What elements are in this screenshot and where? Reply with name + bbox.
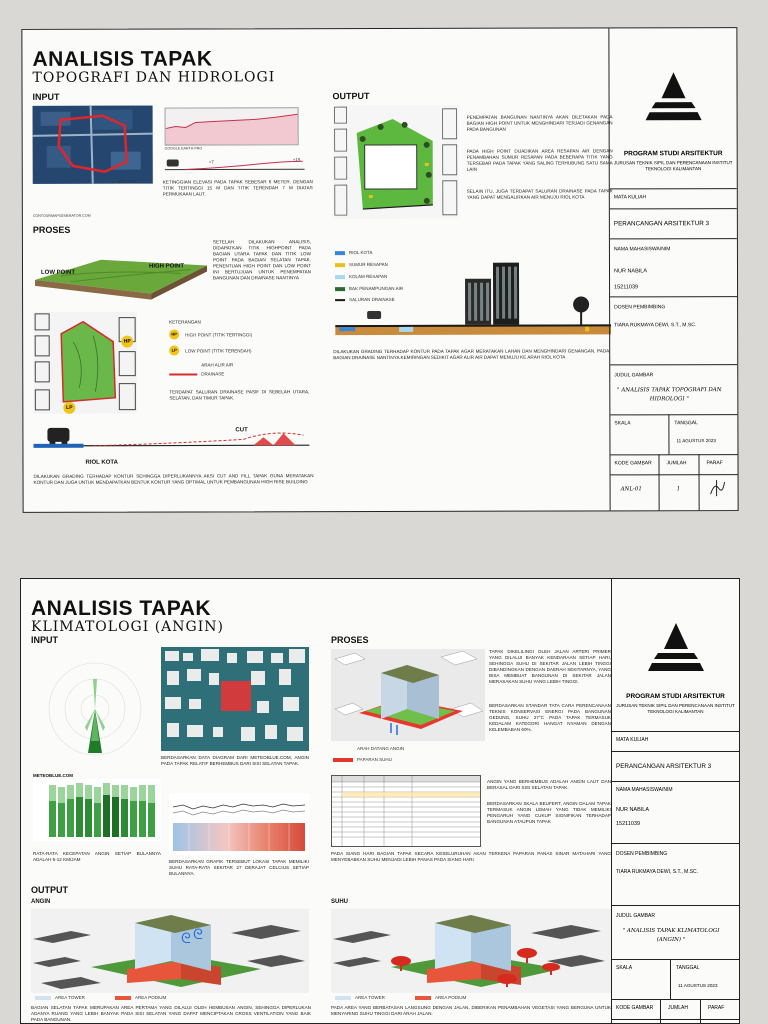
title-block	[608, 28, 737, 510]
proses-3d-image	[331, 649, 485, 741]
suhu-subtitle: SUHU	[331, 899, 349, 905]
google-earth-label: GOOGLE EARTH PRO	[164, 146, 203, 151]
sheet-content	[21, 579, 611, 1023]
legend-bak-label: BAK PENAMPUNGAN AIR	[349, 285, 404, 292]
itk-logo-icon	[648, 619, 704, 675]
wind-speed-chart-image	[33, 779, 161, 841]
area-tower-label: AREA TOWER	[55, 995, 85, 1000]
program-title: PROGRAM STUDI ARSITEKTUR	[623, 150, 723, 158]
program-title: PROGRAM STUDI ARSITEKTUR	[626, 693, 725, 700]
paraf-label: PARAF	[708, 1005, 725, 1011]
angin-subtitle: ANGIN	[31, 899, 51, 905]
area-podium-label: AREA PODIUM	[135, 995, 167, 1000]
legend-riol-label: RIOL KOTA	[348, 250, 373, 256]
speed-description: RATA-RATA KECEPATAN ANGIN SETIAP BULANNYA ADALAH 5-12 KM/JAM	[33, 851, 161, 862]
lp-marker: LP	[63, 402, 75, 414]
proses-text-2: BERDASARKAN STANDAR TATA CARA PERENCANAAN TEKNIS KONSERVASI ENERGI PADA BANGUNAN GEDUNG, SUHU 27°C PADA TAPAK TERMASUK KEDALAM KATEGORI HANGAT NYAMAN DENGAN KELEMBABAN 60%.	[489, 703, 611, 732]
sheet-topografi	[21, 27, 738, 513]
dosen-label: DOSEN PEMBIMBING	[616, 851, 668, 857]
output-site-plan-image	[333, 105, 459, 219]
judul-label: JUDUL GAMBAR	[614, 372, 654, 379]
high-point-label: HIGH POINT	[148, 263, 185, 270]
output-section-image	[335, 240, 611, 341]
sheet-title: ANALISIS TAPAK	[31, 597, 212, 620]
mata-kuliah-value: PERANCANGAN ARSITEKTUR 3	[613, 220, 710, 228]
title-block	[611, 579, 739, 1023]
mata-kuliah-label: MATA KULIAH	[613, 194, 647, 201]
riol-kota-map-label: RIOL KOTA	[117, 179, 137, 184]
siang-description: PADA SIANG HARI BAGIAN TAPAK SECARA KESELURUHAN AKAN TERKENA PAPARAN PANAS SINAR MATAHARI YANG MENYEBABKAN SUHU MENJADI LEBIH PANAS PADA SIANG HARI	[331, 851, 611, 862]
section-proses: PROSES	[32, 224, 71, 235]
elev-right-label: +15	[292, 157, 301, 163]
riol-kota-section-label: RIOL KOTA	[85, 459, 118, 466]
nama-label: NAMA MAHASISWA/NIM	[613, 246, 671, 253]
dosen-label: DOSEN PEMBIMBING	[614, 304, 666, 311]
proses-description: SETELAH DILAKUKAN ANALISIS, DIDAPATKAN TITIK HIGHPOINT PADA BAGIAN UTARA TAPAK DAN TITIK LOW POINT PADA BAGIAN SELATAN TAPAK. PENENTUAN HIGH POINT DAN LOW POINT INI BERTUJUAN UNTUK PENEMPATAN BANGUNAN DAN DRAINASE NANTINYA	[212, 239, 312, 281]
arah-angin-label: ARAH DATANG ANGIN	[357, 746, 405, 751]
output-angin-image	[31, 909, 309, 993]
beaufort-text-1: ANGIN YANG BERHEMBUS ADALAH ANGIN LAUT DAN BERASAL DARI SISI SELATAN TAPAK.	[487, 779, 611, 790]
area-tower-swatch	[35, 996, 51, 1000]
jumlah-label: JUMLAH	[666, 460, 687, 467]
nim-value: 15211039	[616, 821, 641, 827]
area-tower-label-2: AREA TOWER	[355, 995, 385, 1000]
tanggal-label: TANGGAL	[676, 965, 700, 971]
legend-lp-marker: LP	[169, 346, 179, 356]
paraf-signature-icon	[707, 478, 727, 498]
section-input: INPUT	[31, 635, 58, 645]
jumlah-label: JUMLAH	[668, 1005, 689, 1011]
drainase-line-icon	[169, 373, 197, 375]
tanggal-label: TANGGAL	[674, 420, 698, 427]
section-output: OUTPUT	[332, 91, 370, 102]
legend-arah-label: ARAH ALIR AIR	[201, 362, 234, 368]
nama-value: NUR NABILA	[613, 268, 648, 275]
legend-saluran-label: SALURAN DRAINASE	[349, 296, 395, 303]
map-description: BERDASARKAN DATA DIAGRAM DARI METEOBLUE.COM, ANGIN PADA TAPAK RELATIF BERHEMBUS DARI SISI SELATAN TAPAK.	[161, 755, 309, 766]
section-proses: PROSES	[331, 635, 369, 645]
output-text-1: PENEMPATAN BANGUNAN NANTINYA AKAN DILETAKAN PADA BAGIAN HIGH POINT UNTUK MENGHINDARI TERJADI GENANGAN PADA BANGUNAN	[466, 114, 613, 132]
judul-label: JUDUL GAMBAR	[616, 913, 655, 919]
cut-label: CUT	[235, 427, 248, 434]
legend-hp-marker: HP	[169, 330, 179, 340]
sheet-subtitle: TOPOGRAFI DAN HIDROLOGI	[32, 69, 276, 86]
paparan-suhu-swatch	[333, 758, 353, 762]
kode-label: KODE GAMBAR	[614, 460, 652, 467]
jumlah-value: 1	[676, 486, 681, 493]
site-plan-image	[33, 312, 137, 414]
output-angin-description: BAGIAN SELATAN TAPAK MERUPAKAN AREA PERTAMA YANG DILALUI OLEH HEMBUSAN ANGIN, SEHINGGA DIPERLUKAN ADANYA RUANG YANG LEBIH BANYAK PADA SISI SELATAN YANG DAPAT MENCIPTAKAN CROSS VENTILATION YANG BAIK PADA BANGUNAN.	[31, 1005, 311, 1022]
urban-map-image	[161, 647, 309, 751]
area-podium-swatch	[115, 996, 131, 1000]
bottom-description: DILAKUKAN GRADING TERHADAP KONTUR SEHINGGA DIPERLUKANNYA AKSI CUT AND FILL TAPAK GUNA MERATAKAN KONTUR DAN JUGA UNTUK MENDAPATKAN BENTUK KONTUR YANG OPTIMAL UNTUK PEMBANGUNAN HIGH RISE BUILDING	[33, 473, 314, 485]
mata-kuliah-label: MATA KULIAH	[616, 737, 649, 743]
temperature-chart-image	[169, 793, 309, 855]
nim-value: 15211039	[614, 284, 639, 291]
legend-kolam-label: KOLAM RESAPAN	[349, 273, 388, 280]
legend-hp-label: HIGH POINT (TITIK TERTINGGI)	[185, 332, 253, 338]
elev-left-label: +7	[208, 159, 214, 165]
legend-sumur-label: SUMUR RESAPAN	[348, 261, 388, 268]
beaufort-text-2: BERDASARKAN SKALA BEUFERT, ANGIN DALAM TAPAK TERMASUK ANGIN LEMAH YANG TIDAK MEMILIKI PENGARUH YANG CUKUP SIGNIFIKAN TERHADAP BANGUNAN ATAUPUN TAPAK	[487, 801, 611, 824]
keterangan-title: KETERANGAN	[169, 319, 201, 325]
input-description: KETINGGIAN ELEVASI PADA TAPAK SEBESAR 6 METER. DENGAN TITIK TERTINGGI 15 M DAN TITIK TERENDAH 7 M DIATAS PERMUKAAN LAUT.	[162, 179, 313, 197]
mata-kuliah-value: PERANCANGAN ARSITEKTUR 3	[616, 763, 712, 770]
itk-logo-icon	[645, 68, 701, 124]
dosen-value: TIARA RUKMAYA DEWI, S.T., M.SC.	[614, 322, 697, 329]
cut-fill-section-image	[33, 421, 309, 456]
legend-lp-label: LOW POINT (TITIK TERENDAH)	[185, 348, 252, 354]
judul-value: " ANALISIS TAPAK KLIMATOLOGI (ANGIN) "	[622, 928, 720, 943]
arrow-flow-icon	[169, 363, 197, 367]
proses-text-1: TAPAK DIKELILINGI OLEH JALAN ARTERI PRIMER YANG DILALUI BANYAK KENDARAAN SETIAP HARI, SEHINGGA SUHU DI SEKITAR JALAN LEBIH TINGGI DIBANDINGKAN DENGAN DAERAH SEKITARNYA, YANG BISA MEMBUAT BANGUNAN DI SEKITAR JALAN MERASAKAN SUHU YANG LEBIH TINGGI.	[489, 649, 611, 684]
wind-rose-image	[33, 649, 157, 769]
svg-text:ᘓ: ᘓ	[193, 927, 203, 943]
beaufort-table-image	[331, 775, 481, 847]
output-section-description: DILAKUKAN GRADING TERHADAP KONTUR PADA TAPAK AGAR MERATAKAN LAHAN DAN MENGHINDARI GENANGAN. PADA BAGIAN DRAINASE NANTINYA KEMIRINGAN SEDIKIT AGAR ALIR AIR DAPAT MENUJU KE ARAH RIOL KOTA	[333, 348, 610, 361]
dosen-value: TIARA RUKMAYA DEWI, S.T., M.SC.	[616, 869, 699, 875]
skala-label: SKALA	[616, 965, 633, 971]
area-podium-label-2: AREA PODIUM	[435, 995, 467, 1000]
judul-value: " ANALISIS TAPAK TOPOGRAFI DAN HIDROLOGI "	[617, 387, 722, 403]
sheet-subtitle: KLIMATOLOGI (ANGIN)	[31, 619, 224, 635]
output-suhu-description: PADA AREA YANG BERBATASAN LANGSUNG DENGAN JALAN, DIBERIKAN PENAMBAHAN VEGETASI YANG BERGUNA UNTUK MENYARING SUHU TINGGI DARI ARAH JALAN.	[331, 1005, 611, 1016]
sheet-content	[22, 28, 613, 512]
paparan-suhu-label: PAPARAN SUHU	[357, 757, 392, 762]
low-point-label: LOW POINT	[40, 269, 76, 276]
svg-text:ᘓ: ᘓ	[181, 931, 191, 947]
legend-drainase-label: DRAINASE	[201, 371, 225, 377]
section-input: INPUT	[32, 91, 60, 102]
kode-label: KODE GAMBAR	[616, 1005, 654, 1011]
paraf-label: PARAF	[706, 460, 723, 467]
output-suhu-image	[331, 909, 611, 993]
institution: JURUSAN TEKNIK SIPIL DAN PERENCANAAN INSTITUT TEKNOLOGI KALIMANTAN	[613, 160, 733, 172]
meteoblue-label: METEOBLUE.COM	[33, 773, 73, 778]
tanggal-value: 11 AGUSTUS 2023	[678, 983, 718, 988]
nama-label: NAMA MAHASISWA/NIM	[616, 787, 673, 793]
area-podium-swatch-2	[415, 996, 431, 1000]
output-text-2: PADA HIGH POINT DIJADIKAN AREA RESAPAN AIR DENGAN PENAMBAHAN SUMUR RESAPAN PADA BEBERAPA TITIK YANG TERSEBAR PADA TAPAK YANG SALING TERHUBUNG SATU SAMA LAIN	[466, 148, 613, 172]
satellite-map-image	[33, 106, 153, 184]
elevation-profile-image	[165, 107, 299, 145]
area-tower-swatch-2	[335, 996, 351, 1000]
institution: JURUSAN TEKNIK SIPIL DAN PERENCANAAN INSTITUT TEKNOLOGI KALIMANTAN	[616, 703, 735, 714]
sheet-klimatologi	[20, 578, 740, 1024]
tanggal-value: 11 AGUSTUS 2023	[676, 438, 716, 444]
skala-label: SKALA	[614, 420, 631, 427]
contour-source-label: CONTOURMAPGENERATOR.COM	[32, 213, 91, 218]
sheet-title: ANALISIS TAPAK	[32, 47, 213, 71]
contour-section-mini	[165, 153, 305, 177]
saluran-description: TERDAPAT SALURAN DRAINASE PASIF DI SEBELAH UTARA, SELATAN, DAN TIMUR TAPAK.	[169, 389, 310, 401]
nama-value: NUR NABILA	[616, 807, 650, 813]
temp-description: BERDASARKAN GRAFIK TERSEBUT LOKASI TAPAK MEMILIKI SUHU RATA-RATA SEKITAR 27 DERAJAT CELCIUS SETIAP BULANNYA.	[169, 859, 309, 876]
output-text-3: SELAIN ITU, JUGA TERDAPAT SALURAN DRAINASE PADA TAPAK YANG DAPAT MENGALIRKAN AIR MENUJU RIOL KOTA	[466, 188, 613, 200]
hp-marker: HP	[121, 336, 133, 348]
kode-value: ANL-01	[620, 486, 642, 493]
arah-angin-arrow-icon	[333, 747, 353, 751]
section-output: OUTPUT	[31, 885, 68, 895]
